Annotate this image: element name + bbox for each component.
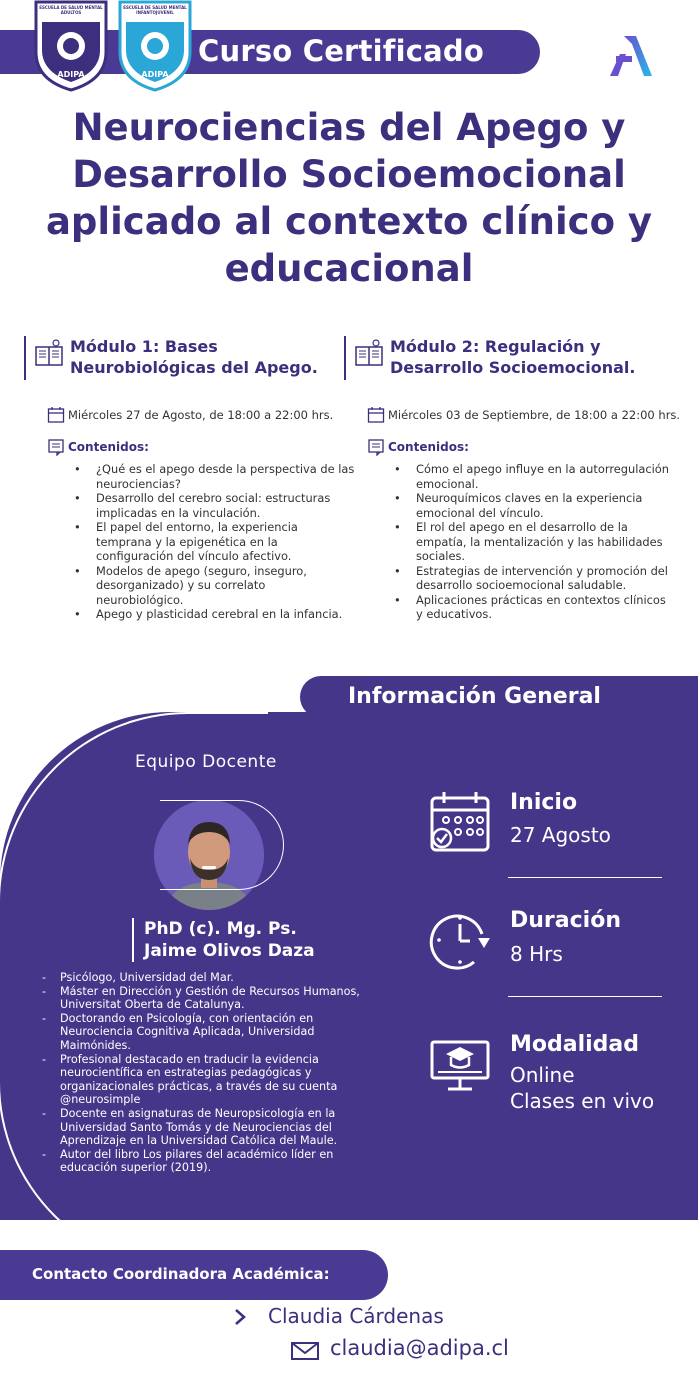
calendar-icon bbox=[367, 406, 385, 424]
module-contents-list bbox=[24, 462, 359, 622]
mode-info bbox=[428, 1032, 688, 1132]
list-item: • Estrategias de intervención y promoción del desarrollo socioemocional saludable. bbox=[416, 564, 675, 593]
badge1-text2: ADULTOS bbox=[60, 10, 82, 15]
list-item: - Docente en asignaturas de Neuropsicología en la Universidad Santo Tomás y de Neurociencias del Aprendizaje en la Universidad Católica del Maule. bbox=[42, 1107, 378, 1148]
module-date-text: Miércoles 27 de Agosto, de 18:00 a 22:00 hrs. bbox=[68, 408, 334, 422]
course-title: Neurociencias del Apego y Desarrollo Socioemocional aplicado al contexto clínico y educacional bbox=[45, 106, 653, 290]
adipa-youth-badge bbox=[116, 0, 194, 92]
badge1-text1: ESCUELA DE SALUD MENTAL bbox=[39, 5, 103, 10]
list-item: • Neuroquímicos claves en la experiencia emocional del vínculo. bbox=[416, 491, 675, 520]
list-item: • El rol del apego en el desarrollo de la empatía, la mentalización y las habilidades sociales. bbox=[416, 520, 675, 564]
start-label: Inicio bbox=[510, 790, 578, 815]
contents-label-text: Contenidos: bbox=[388, 440, 469, 454]
teacher-photo-frame bbox=[154, 800, 284, 890]
divider bbox=[508, 877, 662, 878]
adipa-logo-icon bbox=[606, 32, 654, 78]
badge1-word: ADIPA bbox=[57, 70, 85, 79]
duration-info bbox=[428, 908, 688, 1008]
module-contents-list bbox=[344, 462, 679, 622]
duration-value: 8 Hrs bbox=[510, 942, 563, 966]
list-item: - Máster en Dirección y Gestión de Recursos Humanos, Universitat Oberta de Catalunya. bbox=[42, 985, 378, 1012]
online-class-icon bbox=[428, 1032, 492, 1096]
list-item: • Modelos de apego (seguro, inseguro, desorganizado) y su correlato neurobiológico. bbox=[96, 564, 355, 608]
mode-value-live: Clases en vivo bbox=[510, 1089, 655, 1113]
mode-value-online: Online bbox=[510, 1063, 575, 1087]
contents-label bbox=[24, 438, 359, 456]
start-info bbox=[428, 790, 688, 890]
badge2-text2: INFANTOJUVENIL bbox=[136, 10, 174, 15]
module-2 bbox=[344, 336, 679, 622]
list-item: • Cómo el apego influye en la autorregulación emocional. bbox=[416, 462, 675, 491]
list-item: • Desarrollo del cerebro social: estructuras implicadas en la vinculación. bbox=[96, 491, 355, 520]
chevron-right-icon bbox=[232, 1306, 250, 1328]
divider bbox=[508, 996, 662, 997]
module-header bbox=[344, 336, 679, 380]
module-header bbox=[24, 336, 359, 380]
contact-name: Claudia Cárdenas bbox=[268, 1304, 444, 1328]
contact-title: Contacto Coordinadora Académica: bbox=[32, 1265, 330, 1283]
team-title: Equipo Docente bbox=[135, 752, 277, 772]
module-date bbox=[24, 406, 359, 424]
header-title: Curso Certificado bbox=[198, 34, 484, 68]
badge2-text1: ESCUELA DE SALUD MENTAL bbox=[123, 5, 187, 10]
module-date bbox=[344, 406, 679, 424]
contact-email-link[interactable]: claudia@adipa.cl bbox=[330, 1336, 509, 1360]
calendar-icon bbox=[47, 406, 65, 424]
list-item: - Profesional destacado en traducir la evidencia neurocientífica en estrategias pedagógicas y organizacionales prácticas, a través de su cuenta @neurosimple bbox=[42, 1053, 378, 1107]
list-item: • Aplicaciones prácticas en contextos clínicos y educativos. bbox=[416, 593, 675, 622]
list-item: • ¿Qué es el apego desde la perspectiva de las neurociencias? bbox=[96, 462, 355, 491]
mode-label: Modalidad bbox=[510, 1032, 640, 1057]
badge2-word: ADIPA bbox=[141, 70, 169, 79]
list-item: - Doctorando en Psicología, con orientación en Neurociencia Cognitiva Aplicada, Universidad Maimónides. bbox=[42, 1012, 378, 1053]
book-icon bbox=[34, 339, 64, 369]
teacher-cv-list bbox=[42, 971, 378, 1175]
avatar-ring bbox=[160, 800, 284, 890]
list-item: - Autor del libro Los pilares del académico líder en educación superior (2019). bbox=[42, 1148, 378, 1175]
calendar-check-icon bbox=[428, 790, 492, 854]
module-title: Módulo 2: Regulación y Desarrollo Socioemocional. bbox=[390, 337, 636, 377]
duration-label: Duración bbox=[510, 908, 621, 933]
mail-icon bbox=[290, 1340, 320, 1362]
clock-icon bbox=[428, 908, 492, 972]
document-icon bbox=[367, 438, 385, 456]
teacher-fullname: Jaime Olivos Daza bbox=[144, 941, 315, 961]
teacher-degree: PhD (c). Mg. Ps. bbox=[144, 919, 297, 939]
book-icon bbox=[354, 339, 384, 369]
general-info-title: Información General bbox=[348, 684, 601, 709]
teacher-name bbox=[132, 918, 315, 962]
module-date-text: Miércoles 03 de Septiembre, de 18:00 a 22:00 hrs. bbox=[388, 408, 681, 422]
list-item: • Apego y plasticidad cerebral en la infancia. bbox=[96, 607, 355, 622]
contents-label bbox=[344, 438, 679, 456]
start-value: 27 Agosto bbox=[510, 823, 611, 847]
adipa-adults-badge bbox=[32, 0, 110, 92]
list-item: • El papel del entorno, la experiencia temprana y la epigenética en la configuración del vínculo afectivo. bbox=[96, 520, 355, 564]
module-title: Módulo 1: Bases Neurobiológicas del Apego. bbox=[70, 337, 318, 377]
list-item: - Psicólogo, Universidad del Mar. bbox=[42, 971, 378, 985]
document-icon bbox=[47, 438, 65, 456]
module-1 bbox=[24, 336, 359, 622]
contents-label-text: Contenidos: bbox=[68, 440, 149, 454]
